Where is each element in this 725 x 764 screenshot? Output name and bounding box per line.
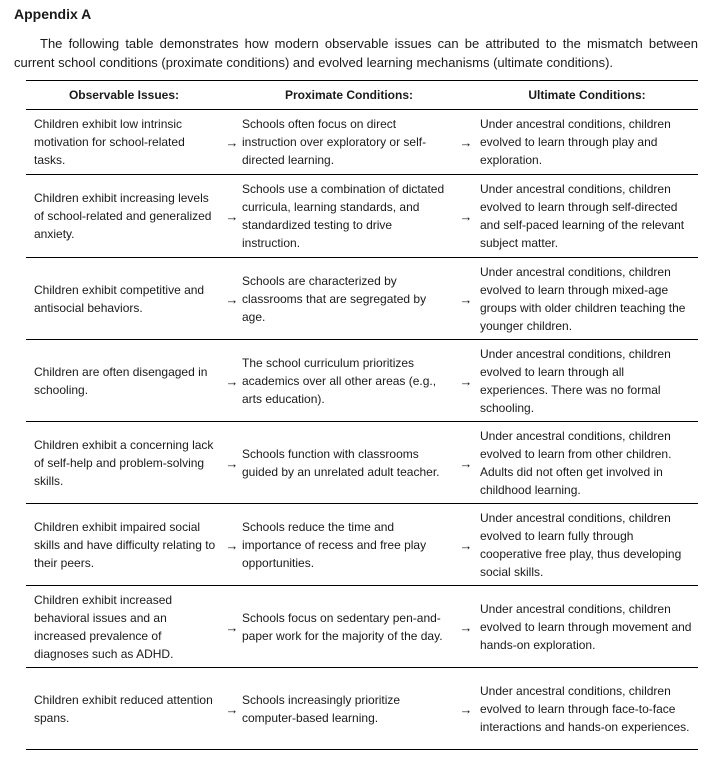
proximate-cell: Schools use a combination of dictated curricula, learning standards, and standardized testing to drive instruction.: [242, 175, 456, 258]
issue-cell: Children exhibit impaired social skills and have difficulty relating to their peers.: [26, 504, 222, 586]
header-proximate-conditions: Proximate Conditions:: [242, 81, 456, 110]
ultimate-cell: Under ancestral conditions, children evolved to learn through movement and hands-on exploration.: [476, 586, 698, 668]
right-arrow-icon: →: [222, 110, 242, 175]
issue-cell: Children exhibit low intrinsic motivation for school-related tasks.: [26, 110, 222, 175]
ultimate-cell: Under ancestral conditions, children evolved to learn fully through cooperative free play, thus developing social skills.: [476, 504, 698, 586]
issue-cell: Children exhibit increased behavioral issues and an increased prevalence of diagnoses such as ADHD.: [26, 586, 222, 668]
table-row: [26, 504, 698, 586]
right-arrow-icon: →: [456, 110, 476, 175]
proximate-cell: Schools function with classrooms guided by an unrelated adult teacher.: [242, 422, 456, 504]
issue-cell: Children exhibit reduced attention spans.: [26, 668, 222, 750]
right-arrow-icon: →: [222, 668, 242, 750]
table-row: [26, 586, 698, 668]
table-row: [26, 668, 698, 750]
intro-paragraph: The following table demonstrates how modern observable issues can be attributed to the mismatch between current school conditions (proximate conditions) and evolved learning mechanisms (ultimate conditions).: [14, 36, 698, 70]
table-row: [26, 258, 698, 340]
appendix-heading: Appendix A: [14, 6, 92, 22]
issue-cell: Children exhibit competitive and antisocial behaviors.: [26, 258, 222, 340]
proximate-cell: Schools reduce the time and importance of recess and free play opportunities.: [242, 504, 456, 586]
ultimate-cell: Under ancestral conditions, children evolved to learn through play and exploration.: [476, 110, 698, 175]
right-arrow-icon: →: [456, 422, 476, 504]
ultimate-cell: Under ancestral conditions, children evolved to learn from other children. Adults did not often get involved in childhood learning.: [476, 422, 698, 504]
ultimate-cell: Under ancestral conditions, children evolved to learn through all experiences. There was no formal schooling.: [476, 340, 698, 422]
issue-cell: Children exhibit a concerning lack of self-help and problem-solving skills.: [26, 422, 222, 504]
table-row: [26, 110, 698, 175]
proximate-cell: Schools increasingly prioritize computer-based learning.: [242, 668, 456, 750]
proximate-cell: Schools often focus on direct instruction over exploratory or self-directed learning.: [242, 110, 456, 175]
mismatch-table: [26, 80, 698, 750]
header-ultimate-conditions: Ultimate Conditions:: [476, 81, 698, 110]
right-arrow-icon: →: [222, 422, 242, 504]
right-arrow-icon: →: [456, 340, 476, 422]
proximate-cell: The school curriculum prioritizes academics over all other areas (e.g., arts education).: [242, 340, 456, 422]
right-arrow-icon: →: [222, 504, 242, 586]
proximate-cell: Schools focus on sedentary pen-and-paper work for the majority of the day.: [242, 586, 456, 668]
right-arrow-icon: →: [456, 668, 476, 750]
right-arrow-icon: →: [222, 175, 242, 258]
right-arrow-icon: →: [222, 340, 242, 422]
ultimate-cell: Under ancestral conditions, children evolved to learn through face-to-face interactions and hands-on experiences.: [476, 668, 698, 750]
header-observable-issues: Observable Issues:: [26, 81, 222, 110]
right-arrow-icon: →: [222, 258, 242, 340]
right-arrow-icon: →: [456, 258, 476, 340]
table-row: [26, 175, 698, 258]
ultimate-cell: Under ancestral conditions, children evolved to learn through mixed-age groups with older children teaching the younger children.: [476, 258, 698, 340]
right-arrow-icon: →: [456, 175, 476, 258]
right-arrow-icon: →: [456, 504, 476, 586]
issue-cell: Children are often disengaged in schooling.: [26, 340, 222, 422]
table-header-row: [26, 81, 698, 110]
right-arrow-icon: →: [222, 586, 242, 668]
issue-cell: Children exhibit increasing levels of school-related and generalized anxiety.: [26, 175, 222, 258]
right-arrow-icon: →: [456, 586, 476, 668]
table-row: [26, 422, 698, 504]
ultimate-cell: Under ancestral conditions, children evolved to learn through self-directed and self-paced learning of the relevant subject matter.: [476, 175, 698, 258]
table-row: [26, 340, 698, 422]
proximate-cell: Schools are characterized by classrooms that are segregated by age.: [242, 258, 456, 340]
